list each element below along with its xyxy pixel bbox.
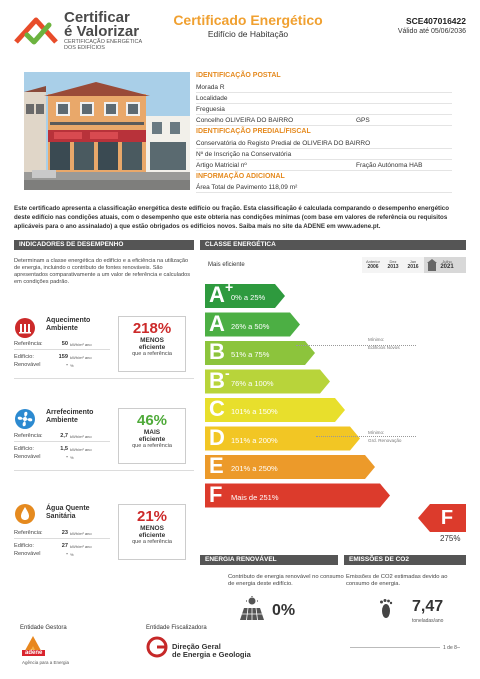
cooling-bld-label: Edifício: <box>14 446 34 452</box>
heating-ren-unit: % <box>70 363 74 368</box>
class-sup-4: - <box>225 364 230 381</box>
year-1-label: Dez <box>389 259 397 264</box>
class-letter-3: B <box>209 339 225 364</box>
ref-renovation-line <box>316 436 416 437</box>
intro-text: Este certificado apresenta a classificação energética deste edifício ou fração. Esta classificação é calculada comparando o desempenho energético deste edifício nas condições atuais, com o desempenho que este obteria nas condições mínimas (com base em valores de referência ou requisitos aplicáveis para o ano assinalado) a que estão obrigados os edifícios novos. Saiba mais no site da ADENE em www.adene.pt. <box>14 205 450 230</box>
service-cooling-title2: Ambiente <box>46 417 78 424</box>
renewable-value: 0% <box>272 602 296 619</box>
dgeg-name-line1: Direção Geral <box>172 642 221 651</box>
postal-concelho <box>196 115 452 126</box>
water-qualifier: MENOS <box>140 525 164 532</box>
rating-percent: 275% <box>440 534 461 543</box>
class-letter-8: F <box>209 481 223 507</box>
predial-artigo: Artigo Matricial nº <box>196 162 247 169</box>
year-1-value: 2013 <box>387 264 399 270</box>
year-2-label: Jan <box>409 259 417 264</box>
cooling-ref-unit: kWh/m² ano <box>70 434 92 439</box>
heating-bld-value: 159 <box>58 354 68 360</box>
predial-artigo-row <box>196 160 452 171</box>
certificate-validity: Válido até 05/06/2036 <box>397 28 466 35</box>
water-word: eficiente <box>138 532 166 539</box>
cooling-ref-value: 2,7 <box>60 433 68 439</box>
class-range-7: 201% a 250% <box>231 464 278 473</box>
heating-bld-label: Edifício: <box>14 354 34 360</box>
heating-ref-note: que a referência <box>132 351 172 357</box>
water-ref-label: Referência: <box>14 530 43 536</box>
water-ren-label: Renovável <box>14 551 41 557</box>
building-photo <box>24 72 190 190</box>
heating-ref-label: Referência: <box>14 341 43 347</box>
predial-fracao: Fração Autónoma HAB <box>356 162 423 169</box>
cooling-percent: 46% <box>136 412 168 429</box>
heating-ref-value: 50 <box>61 341 68 347</box>
year-3-label: Julho <box>442 259 452 264</box>
service-heating-title2: Ambiente <box>46 325 78 332</box>
cooling-separator <box>14 441 110 442</box>
water-ref-value: 23 <box>61 530 68 536</box>
certificar-logo-icon <box>12 12 60 48</box>
service-water-title2: Sanitária <box>46 513 76 520</box>
year-2-value: 2016 <box>407 264 419 270</box>
service-divider-1 <box>14 378 194 379</box>
postal-morada: Morada R <box>196 82 452 93</box>
water-bld-value: 27 <box>61 543 68 549</box>
water-ref-note: que a referência <box>132 539 172 545</box>
dgeg-name-line2: de Energia e Geologia <box>172 650 251 659</box>
water-separator <box>14 538 110 539</box>
class-letter-1: A <box>209 282 225 307</box>
cooling-ren-unit: % <box>70 455 74 460</box>
predial-conservatoria: Conservatória do Registo Predial de OLIVEIRA DO BAIRRO <box>196 138 452 149</box>
certificate-subtitle: Edifício de Habitação <box>207 29 289 39</box>
postal-freguesia: Freguesia <box>196 104 452 115</box>
heating-ren-label: Renovável <box>14 362 41 368</box>
renewable-heading: ENERGIA RENOVÁVEL <box>200 555 338 565</box>
service-cooling-title1: Arrefecimento <box>46 409 94 416</box>
energy-class-heading: CLASSE ENERGÉTICA <box>200 240 466 250</box>
year-0-value: 2006 <box>367 264 379 270</box>
heating-bld-unit: kWh/m² ano <box>70 355 92 360</box>
fan-icon <box>14 408 36 430</box>
certificate-title: Certificado Energético <box>173 12 323 28</box>
logo-title-line1: Certificar <box>64 9 130 26</box>
emissions-unit: toneladas/ano <box>412 618 444 624</box>
logo-tagline: CERTIFICAÇÃO ENERGÉTICA DOS EDIFÍCIOS <box>64 39 142 51</box>
postal-heading: IDENTIFICAÇÃO POSTAL <box>196 72 281 79</box>
water-ren-unit: % <box>70 552 74 557</box>
rating-letter: F <box>440 507 454 529</box>
heating-word: eficiente <box>138 344 166 351</box>
cooling-ren-value: - <box>66 454 68 460</box>
cooling-ref-label: Referência: <box>14 433 43 439</box>
cooling-bld-value: 1,5 <box>60 446 68 452</box>
predial-inscricao: Nº de Inscrição na Conservatória <box>196 149 452 160</box>
class-bar-6 <box>205 424 360 451</box>
class-range-6: 151% a 200% <box>231 435 278 445</box>
class-range-3: 51% a 75% <box>231 350 270 359</box>
class-range-1: 0% a 25% <box>231 293 266 302</box>
logo-title-line2: é Valorizar <box>64 23 140 40</box>
cooling-ref-note: que a referência <box>132 443 172 449</box>
indicators-heading: INDICADORES DE DESEMPENHO <box>14 240 194 250</box>
emissions-description: Emissões de CO2 estimadas devido ao consumo de energia. <box>346 574 448 587</box>
page-number: 1 de 8 <box>440 645 457 651</box>
class-letter-7: E <box>209 453 224 478</box>
radiator-icon <box>14 317 36 339</box>
cooling-efficiency-box <box>118 408 186 464</box>
solar-panel-icon <box>236 596 268 622</box>
class-range-8: Mais de 251% <box>231 492 279 502</box>
class-range-2: 26% a 50% <box>231 321 270 331</box>
heating-ren-value: - <box>66 362 68 368</box>
water-bld-unit: kWh/m² ano <box>70 544 92 549</box>
cooling-qualifier: MAIS <box>143 429 161 436</box>
water-efficiency-box <box>118 504 186 560</box>
year-3-value: 2021 <box>440 264 454 270</box>
heating-separator <box>14 349 110 350</box>
gestora-label: Entidade Gestora <box>20 625 67 631</box>
class-letter-4: B <box>209 367 225 393</box>
water-bld-label: Edifício: <box>14 543 34 549</box>
class-letter-2: A <box>209 310 225 336</box>
service-heating-title1: Aquecimento <box>46 317 91 324</box>
water-ren-value: - <box>66 551 68 557</box>
adene-tagline: Agência para a Energia <box>22 660 70 665</box>
postal-localidade: Localidade <box>196 93 452 104</box>
ref-new-buildings-label2: Edifícios Novos <box>368 345 400 350</box>
heating-percent: 218% <box>132 320 172 337</box>
water-ref-unit: kWh/m² ano <box>70 531 92 536</box>
cooling-ren-label: Renovável <box>14 454 41 460</box>
class-letter-6: D <box>209 424 225 450</box>
postal-gps: GPS <box>356 117 370 124</box>
cooling-bld-unit: kWh/m² ano <box>70 447 92 452</box>
adicional-area: Área Total de Pavimento 118,09 m² <box>196 182 452 193</box>
adene-name: adene <box>22 650 45 656</box>
year-0-label: Anterior <box>365 259 380 264</box>
emissions-value: 7,47 <box>412 598 444 615</box>
dgeg-logo-icon <box>146 636 168 658</box>
class-sup-1: + <box>225 279 234 295</box>
ref-renovation-label1: Mínimo: <box>368 430 385 435</box>
class-letter-5: C <box>209 396 225 421</box>
hot-water-icon <box>14 503 36 525</box>
emissions-heading: EMISSÕES DE CO2 <box>344 555 466 565</box>
building-photo-image <box>24 72 190 190</box>
service-water-title1: Água Quente <box>46 505 90 512</box>
footprint-icon <box>378 598 394 622</box>
building-small-icon <box>427 259 437 271</box>
indicators-description: Determinam a classe energética do edifício e a eficiência na utilização de energia, incluindo o contributo de fontes renováveis. São apresentados comparativamente a um valor de referência e calculados em condições padrão. <box>14 258 190 285</box>
class-range-5: 101% a 150% <box>231 407 278 416</box>
service-divider-2 <box>14 470 194 471</box>
fiscalizadora-label: Entidade Fiscalizadora <box>146 625 207 631</box>
ref-new-buildings-label1: Mínimo: <box>368 337 385 342</box>
heating-qualifier: MENOS <box>140 337 164 344</box>
heating-ref-unit: kWh/m² ano <box>70 342 92 347</box>
water-percent: 21% <box>136 508 168 525</box>
adicional-heading: INFORMAÇÃO ADICIONAL <box>196 173 285 180</box>
most-efficient-label: Mais eficiente <box>208 262 245 268</box>
postal-concelho-value: Concelho OLIVEIRA DO BAIRRO <box>196 117 294 124</box>
class-range-4: 76% a 100% <box>231 378 274 388</box>
predial-heading: IDENTIFICAÇÃO PREDIAL/FISCAL <box>196 128 311 135</box>
renewable-description: Contributo de energia renovável no consumo de energia deste edifício. <box>228 574 344 587</box>
ref-renovation-label2: Grd. Renovação <box>368 438 402 443</box>
heating-efficiency-box <box>118 316 186 372</box>
certificate-id: SCE407016422 <box>405 16 466 26</box>
cooling-word: eficiente <box>138 436 166 443</box>
